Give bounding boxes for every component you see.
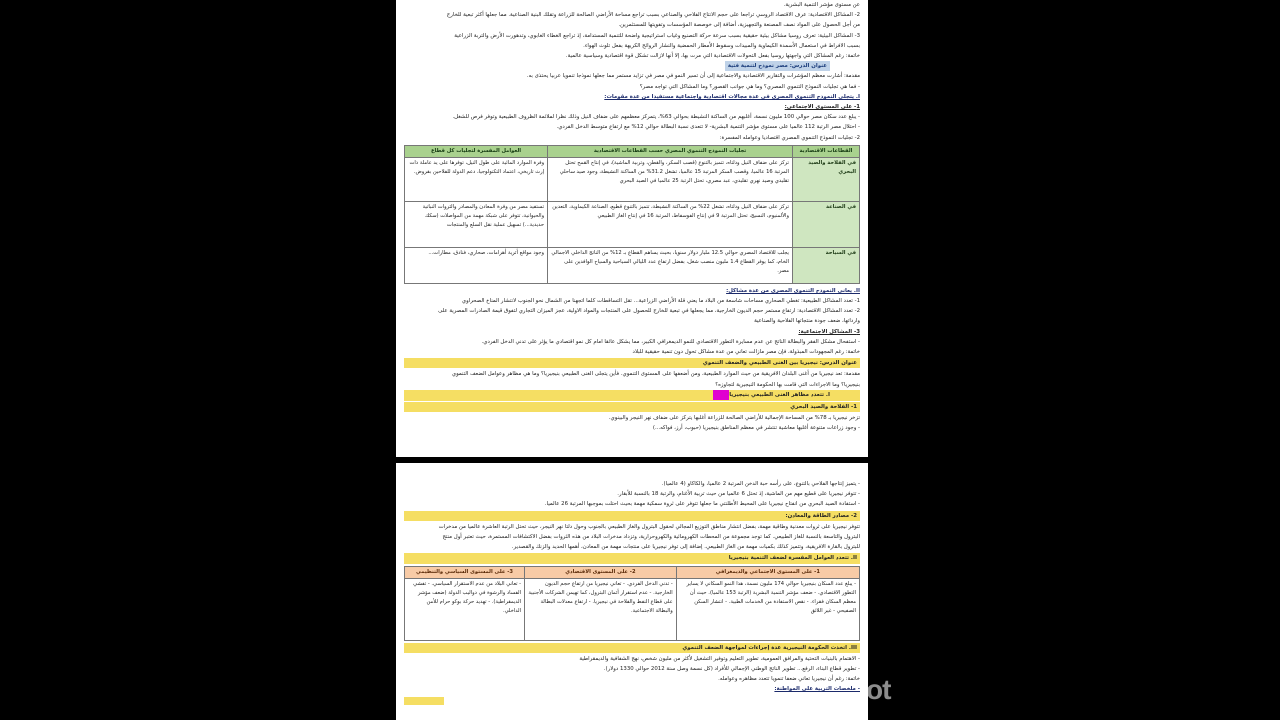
table-header: تجليات النموذج التنموي المصري حسب القطاعات الاقتصادية (548, 145, 793, 157)
table-header: 2- على المستوى الاقتصادي (525, 566, 677, 578)
table-cell: في الفلاحة والصيد البحري (793, 157, 860, 201)
table-cell: وفرة الموارد المائية على طول النيل، توفرها على يد عاملة ذات إرث تاريخي، اعتماد التكنولوجيا، دعم الدولة للفلاحين بقروض. (405, 157, 548, 201)
table-header: القطاعات الاقتصادية (793, 145, 860, 157)
table-cell: - تدني الدخل الفردي. - تعاني نيجيريا من ارتفاع حجم الديون الخارجية. - عدم استقرار أثمان البترول، كما تهيمن الشركات الأجنبية على قطاع النفط والفلاحة في نيجيريا. - ارتفاع معدلات البطالة والبطالة الاجتماعية. (525, 578, 677, 640)
text-line: خاتمة: رغم المجهودات المبذولة، فإن مصر مازالت تعاني من عدة مشاكل تحول دون تنمية حقيقية للبلاد (632, 349, 860, 356)
table-cell: - تعاني البلاد من عدم الاستقرار السياسي. - تفشي الفساد والرشوة في دواليب الدولة (ضعف مؤشر الديمقراطية). - تهديد حركة بوكو حرام للأمن الداخلي. (405, 578, 525, 640)
text-line: بسبب الافراط في استعمال الأسمدة الكيماوية والمبيدات وسقوط الأمطار الحمضية والنشار الروائح الكريهة بفعل تلوث الهواء. (583, 42, 860, 49)
text-line: - استفحال مشكل الفقر والبطالة الناتج عن عدم مسايرة التطور الاقتصادي للنمو الديمغرافي الكبير، مما يشكل عائقا امام كل نمو اقتصادي ما يؤثر على تدني الدخل الفردي. (481, 338, 860, 345)
table-row (405, 201, 860, 247)
nigeria-factors-table (404, 566, 860, 641)
text-line: البترول والتاسعة بالنسبة للغاز الطبيعي. كما توجد مجموعة من المحطات الكهرومائية والكهروحرارية، وتزداد مدخرات البلاد من هذه الثروات بفضل الاكتشافات المستمرة، حيث تعتبر أول منتج (442, 534, 860, 541)
table-header: 3- على المستوى السياسي والتنظيمي (405, 566, 525, 578)
section-heading: II. يعاني النموذج التنموي المصري من عدة مشاكل: (726, 287, 860, 294)
text-line: تزخر نيجيريا بـ 78% من المساحة الإجمالية للأراضي الصالحة للزراعة أغلبها يتركز على ضفاف نهر النيجر والبينوي. (608, 414, 860, 421)
text-line: - الاهتمام بالبنيات التحتية والمرافق العمومية، تطوير التعليم وتوفير التشغيل لأكثر من مليون شخص، نهج الشفافية والديمقراطية (579, 655, 860, 662)
table-row (405, 157, 860, 201)
table-cell: يجلب للاقتصاد المصري حوالي 12.5 مليار دولار سنويا، بحيث يساهم القطاع بـ 12% من الناتج الداخلي الاجمالي الخام، كما يوفر القطاع 1.4 مليون منصب شغل، بفضل ارتفاع عدد الليالي السياحية والسياح الوافدين على مصر. (548, 247, 793, 283)
table-cell: تركز على ضفاف النيل ودلتاه، تشغل 22% من الساكنة النشيطة، تتميز بالتنوع قطيع، الصناعة الكيماوية، التعدين والألمنيوم، النسيج، تحتل المرتبة 9 في إنتاج الفوسفاط، المرتبة 16 في إنتاج الغاز الطبيعي (548, 201, 793, 247)
table-cell: في الصناعة (793, 201, 860, 247)
text-line: - تطوير قطاع البناء، الرفع... تطوير الناتج الوطني الإجمالي للأفراد (كل نسمة وصل سنة 2012 حوالي 1330 دولار). (603, 666, 860, 673)
table-cell: - يبلغ عدد السكان بنيجيريا حوالي 174 مليون نسمة، هذا النمو السكاني لا يساير التطور الاقتصادي. - ضعف مؤشر التنمية البشرية (الرتبة 153 عالميا). حيث أن معظم السكان فقراء. - نقص الاستفادة من الخدمات الطبية. - انتشار السكن الصفيحي - غير اللائق (676, 578, 859, 640)
section-heading: II. تتعدد العوامل المفسرة لضعف التنمية بنيجيريا (404, 553, 860, 563)
text-line: عن مستوى مؤشر التنمية البشرية. (783, 2, 860, 8)
text-line: بنيجيريا؟ وما الاجراءات التي قامت بها الحكومة النيجيرية لتجاوزه؟ (715, 381, 860, 388)
text-line: 2- تعدد المشاكل الاقتصادية: ارتفاع مستمر حجم الديون الخارجية، مما يجعلها في تبعية للخارج للحصول على المنتجات والمواد الاولية، عجز الميزان التجاري لتفوق قيمة الصادرات المصرية على (438, 308, 860, 315)
subsection-heading: 1- على المستوى الاجتماعي: (784, 104, 860, 111)
text-line: 1- تعدد المشاكل الطبيعية: تغطي الصحاري مساحات شاسعة من البلاد ما يعني قلة الأراضي الزراعية... تقل التساقطات كلما اتجهنا من الشمال نحو الجنوب لانتشار المناخ الصحراوي (461, 298, 860, 305)
table-cell: في السياحة (793, 247, 860, 283)
section-heading: I. يتجلى النموذج التنموي المصري في عدة مجالات اقتصادية واجتماعية مستفيدا من عدة مقومات: (604, 93, 860, 100)
text-line: - تتوفر نيجيريا على قطيع مهم من الماشية، إذ تحتل 6 عالميا من حيث تربية الأغنام، والرتبة 18 بالنسبة للأبقار. (617, 491, 860, 498)
highlight-row (404, 390, 860, 401)
document-page-2 (396, 463, 868, 720)
lesson-title: عنوان الدرس: نيجيريا بين الغنى الطبيعي والضعف التنموي (404, 358, 860, 368)
subsection-heading: 3- المشاكل الاجتماعية: (798, 328, 860, 335)
section-heading: - ملخصات التربية على المواطنة: (774, 686, 860, 693)
egypt-sectors-table (404, 145, 860, 284)
text-line: مقدمة: أشارت معظم المؤشرات والتقارير الاقتصادية والاجتماعية إلى أن تسير النمو في مصر في تزايد مستمر مما جعلها نموذجا تنمويا عربيا يحتذى به. (526, 73, 860, 80)
text-line: - احتلال مصر الرتبة 112 عالميا على مستوى مؤشر التنمية البشرية- لا تتعدى نسبة البطالة حوالي 12% مع ارتفاع متوسط الدخل الفردي. (556, 124, 860, 131)
text-line: - استفادة الصيد البحري من انفتاح نيجيريا على المحيط الأطلنتي ما جعلها تتوفر على ثروة سمكية مهمة بحيث احتلت بموجبها المرتبة 26 عالميا. (544, 501, 860, 508)
highlight-strip (404, 697, 444, 705)
lesson-title-row (404, 61, 860, 71)
text-line: 3- المشاكل البيئية: تعرف روسيا مشاكل بيئية حقيقية بسبب سرعة حركة التصنيع وغياب استراتيجية واضحة للتنمية المستدامة، إذ تراجع الغطاء الغابوي، وتدهورت الأرض والتربة الزراعية (454, 32, 860, 39)
text-line: - فما هي تجليات النموذج التنموي المصري؟ وما هي جوانب القصور؟ وما المشاكل التي تواجه مصر؟ (639, 83, 860, 90)
table-row (405, 578, 860, 640)
highlight-marker (713, 390, 729, 400)
table-cell: تركز على ضفاف النيل ودلتاه، تتميز بالتنوع (قصب السكر، والقطن، وتربية الماشية)، في إنتاج القمح تحتل المرتبة 16 عالميا، وقصب السكر المرتبة 15 عالميا، تشغل 31.2% من الساكنة النشيطة، وجود صيد ساحلي تقليدي وصيد نهري تقليدي، عبد مصري، تحتل الرتبة 25 عالميا في الصيد البحري (548, 157, 793, 201)
text-line: 2- تجليات النموذج التنموي المصري اقتصاديا وعوامله المفسرة: (719, 134, 860, 141)
text-line: خاتمة: رغم المشاكل التي واجهتها روسيا بفعل التحولات الاقتصادية التي مرت بها، إلا أنها لازالت تشكل قوة اقتصادية وسياسية عالمية. (565, 53, 860, 60)
lesson-title: عنوان الدرس: مصر نموذج لتنمية فتية (725, 61, 830, 71)
section-heading: III. اتخذت الحكومة النيجيرية عدة إجراءات لمواجهة الضعف التنموي (404, 643, 860, 653)
subsection-heading: 1- الفلاحة والصيد البحري (404, 402, 860, 412)
text-line: من أجل الحصول على المواد نصف المصنعة والتجهيزية، أضافة إلى خوصصة المؤسسات وتفويتها للمستثمرين. (618, 22, 860, 29)
text-line: خاتمة: رغم أن نيجيريا تعاني ضعفا تنمويا تتعدد مظاهره وعوامله. (718, 676, 860, 683)
text-line: تتوفر نيجيريا على ثروات معدنية وطاقية مهمة، بفضل انتشار مناطق التوزيع المجالي لحقول البترول والغاز الطبيعي بالجنوب وحول دلتا نهر النيجر، حيث تحتل الرتبة العاشرة عالميا من مدخرات (438, 523, 860, 530)
text-line: - وجود زراعات متنوعة أغلبها معاشية تنتشر في معظم المناطق بنيجيريا (حبوب، أرز، فواكه...) (652, 424, 860, 431)
table-row (405, 247, 860, 283)
subsection-heading: 2- مصادر الطاقة والمعادن: (404, 511, 860, 521)
text-line: - يبلغ عدد سكان مصر حوالي 100 مليون نسمة، أغلبهم من الساكنة النشيطة بحوالي 63%، يتمركز معظمهم على ضفاف النيل وذلك نظرا لملائمة الظروف الطبيعية وتوفر فرص للشغل. (452, 114, 860, 121)
text-line: 2- المشاكل الاقتصادية: عرف الاقتصاد الروسي تراجعا على حجم الانتاج الفلاحي والصناعي بسبب تراجع مساحة الأراضي الصالحة للزراعة وتقلك البنية الصناعية. مما جعلها أكثر تبعية للخارج (446, 12, 860, 19)
section-heading: I. تتعدد مظاهر الغنى الطبيعي بنيجيريا (729, 392, 830, 399)
text-line: للبترول بالقارة الافريقية، وتتميز كذلك بكميات مهمة من الغاز الطبيعي. إضافة إلى توفر نيجيريا على منتجات مهمة من المعادن، أهمها الحديد والزنك والقصدير. (511, 544, 860, 551)
document-page-1 (396, 0, 868, 457)
watermark-logo: ot (866, 674, 891, 705)
text-line: مقدمة: تعد نيجيريا من أغنى البلدان الافريقية من حيث الموارد الطبيعية، ومن أضعفها على المستوى التنموي. فأين يتجلى الغنى الطبيعي بنيجيريا؟ وما هي مظاهر وعوامل الضعف التنموي (451, 371, 860, 378)
table-header: 1- على المستوى الاجتماعي والديمغرافي (676, 566, 859, 578)
table-header: العوامل المفسرة لتجليات كل قطاع (405, 145, 548, 157)
table-cell: تستفيد مصر من وفرة المعادن والمصادر والثروات النباتية والحيوانية، تتوفر على شبكة مهمة من المواصلات (سكك حديدية...) تسهيل عملية نقل السلع والمنتجات (405, 201, 548, 247)
text-line: - يتميز إنتاجها الفلاحي بالتنوع، على رأسه حبة الدخن المرتبة 2 عالميا، والكاكاو (4 عالميا). (661, 481, 860, 487)
text-line: وارداتها، ضعف جودة منتجاتها الفلاحية والصناعية (754, 318, 860, 325)
table-cell: وجود مواقع أثرية أهرامات، صحاري، فنادق، مطارات... (405, 247, 548, 283)
